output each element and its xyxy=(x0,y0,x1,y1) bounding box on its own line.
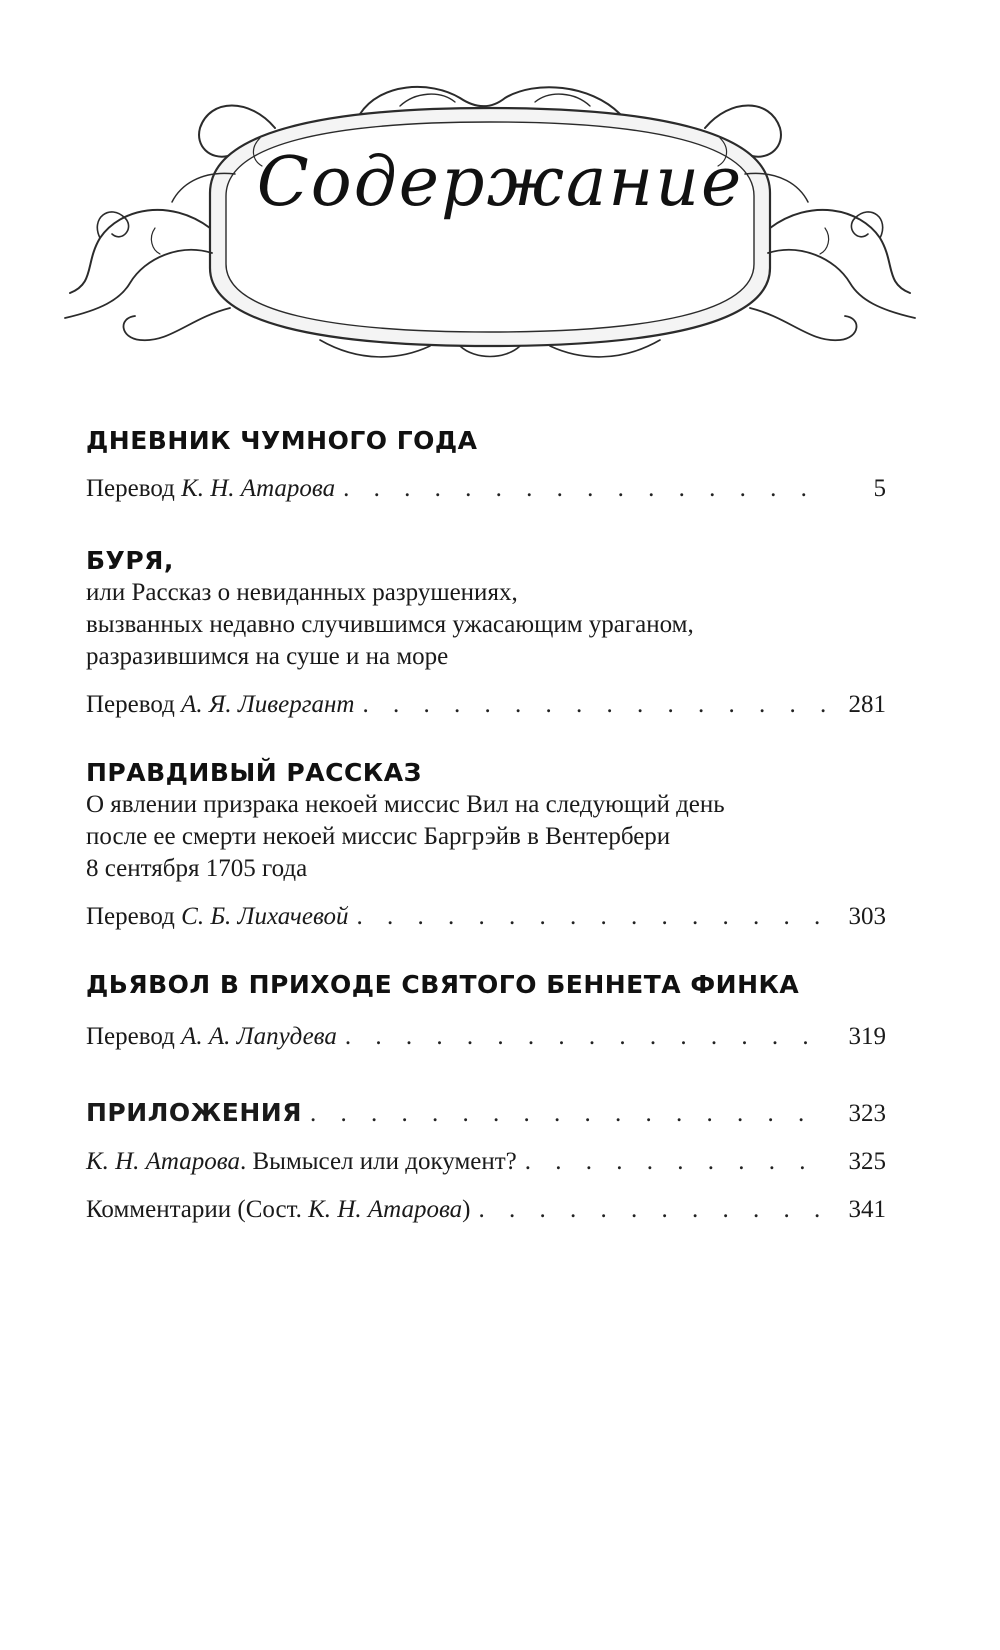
section-subtitle: вызванных недавно случившимся ужасающим ураганом, xyxy=(86,611,694,638)
dot-leader xyxy=(525,1146,826,1178)
toc-entry[interactable] xyxy=(86,1097,886,1130)
page-title: Содержание xyxy=(256,143,744,222)
dot-leader xyxy=(310,1098,826,1130)
translator-name: А. А. Лапудева xyxy=(181,1023,337,1050)
toc-entry[interactable] xyxy=(86,1021,886,1053)
dot-leader xyxy=(345,1021,826,1053)
entry-label: Перевод А. А. Лапудева xyxy=(86,1023,337,1050)
toc-entry[interactable] xyxy=(86,1146,886,1178)
appendix-section xyxy=(86,1097,886,1226)
section-subtitle: или Рассказ о невиданных разрушениях, xyxy=(86,579,518,606)
dot-leader xyxy=(362,689,826,721)
toc-entry[interactable] xyxy=(86,473,886,505)
table-of-contents xyxy=(86,425,886,1226)
author-name: К. Н. Атарова xyxy=(308,1196,463,1223)
page-number: 281 xyxy=(848,691,886,718)
entry-label: К. Н. Атарова. Вымысел или документ? xyxy=(86,1148,517,1175)
toc-entry[interactable] xyxy=(86,689,886,721)
entry-label: Перевод С. Б. Лихачевой xyxy=(86,903,349,930)
section-title: ДНЕВНИК ЧУМНОГО ГОДА xyxy=(86,426,478,455)
section-title: БУРЯ, xyxy=(86,546,174,575)
section-title: ПРИЛОЖЕНИЯ xyxy=(86,1098,302,1127)
toc-section xyxy=(86,425,886,505)
translator-name: К. Н. Атарова xyxy=(181,475,336,502)
page-number: 323 xyxy=(848,1100,886,1127)
section-subtitle: О явлении призрака некоей миссис Вил на следующий день xyxy=(86,791,725,818)
dot-leader xyxy=(343,473,826,505)
page-number: 341 xyxy=(848,1196,886,1223)
entry-label: Комментарии (Сост. К. Н. Атарова) xyxy=(86,1196,471,1223)
section-title: ДЬЯВОЛ В ПРИХОДЕ СВЯТОГО БЕННЕТА ФИНКА xyxy=(86,970,800,999)
page-number: 319 xyxy=(848,1023,886,1050)
section-subtitle: 8 сентября 1705 года xyxy=(86,855,308,882)
toc-entry[interactable] xyxy=(86,901,886,933)
toc-section xyxy=(86,757,886,933)
section-subtitle: после ее смерти некоей миссис Баргрэйв в Вентербери xyxy=(86,823,671,850)
translator-name: С. Б. Лихачевой xyxy=(181,903,349,930)
entry-label: Перевод К. Н. Атарова xyxy=(86,475,336,502)
entry-label: Перевод А. Я. Ливергант xyxy=(86,691,355,718)
page-number: 303 xyxy=(848,903,886,930)
toc-section xyxy=(86,969,886,1053)
toc-entry[interactable] xyxy=(86,1194,886,1226)
decorative-cartouche xyxy=(60,78,920,368)
toc-section xyxy=(86,545,886,721)
section-title: ПРАВДИВЫЙ РАССКАЗ xyxy=(86,758,422,787)
section-subtitle: разразившимся на суше и на море xyxy=(86,643,449,670)
translator-name: А. Я. Ливергант xyxy=(181,691,355,718)
page-number: 325 xyxy=(848,1148,886,1175)
author-name: К. Н. Атарова xyxy=(86,1148,240,1175)
dot-leader xyxy=(356,901,826,933)
page-number: 5 xyxy=(873,475,886,502)
dot-leader xyxy=(478,1194,826,1226)
